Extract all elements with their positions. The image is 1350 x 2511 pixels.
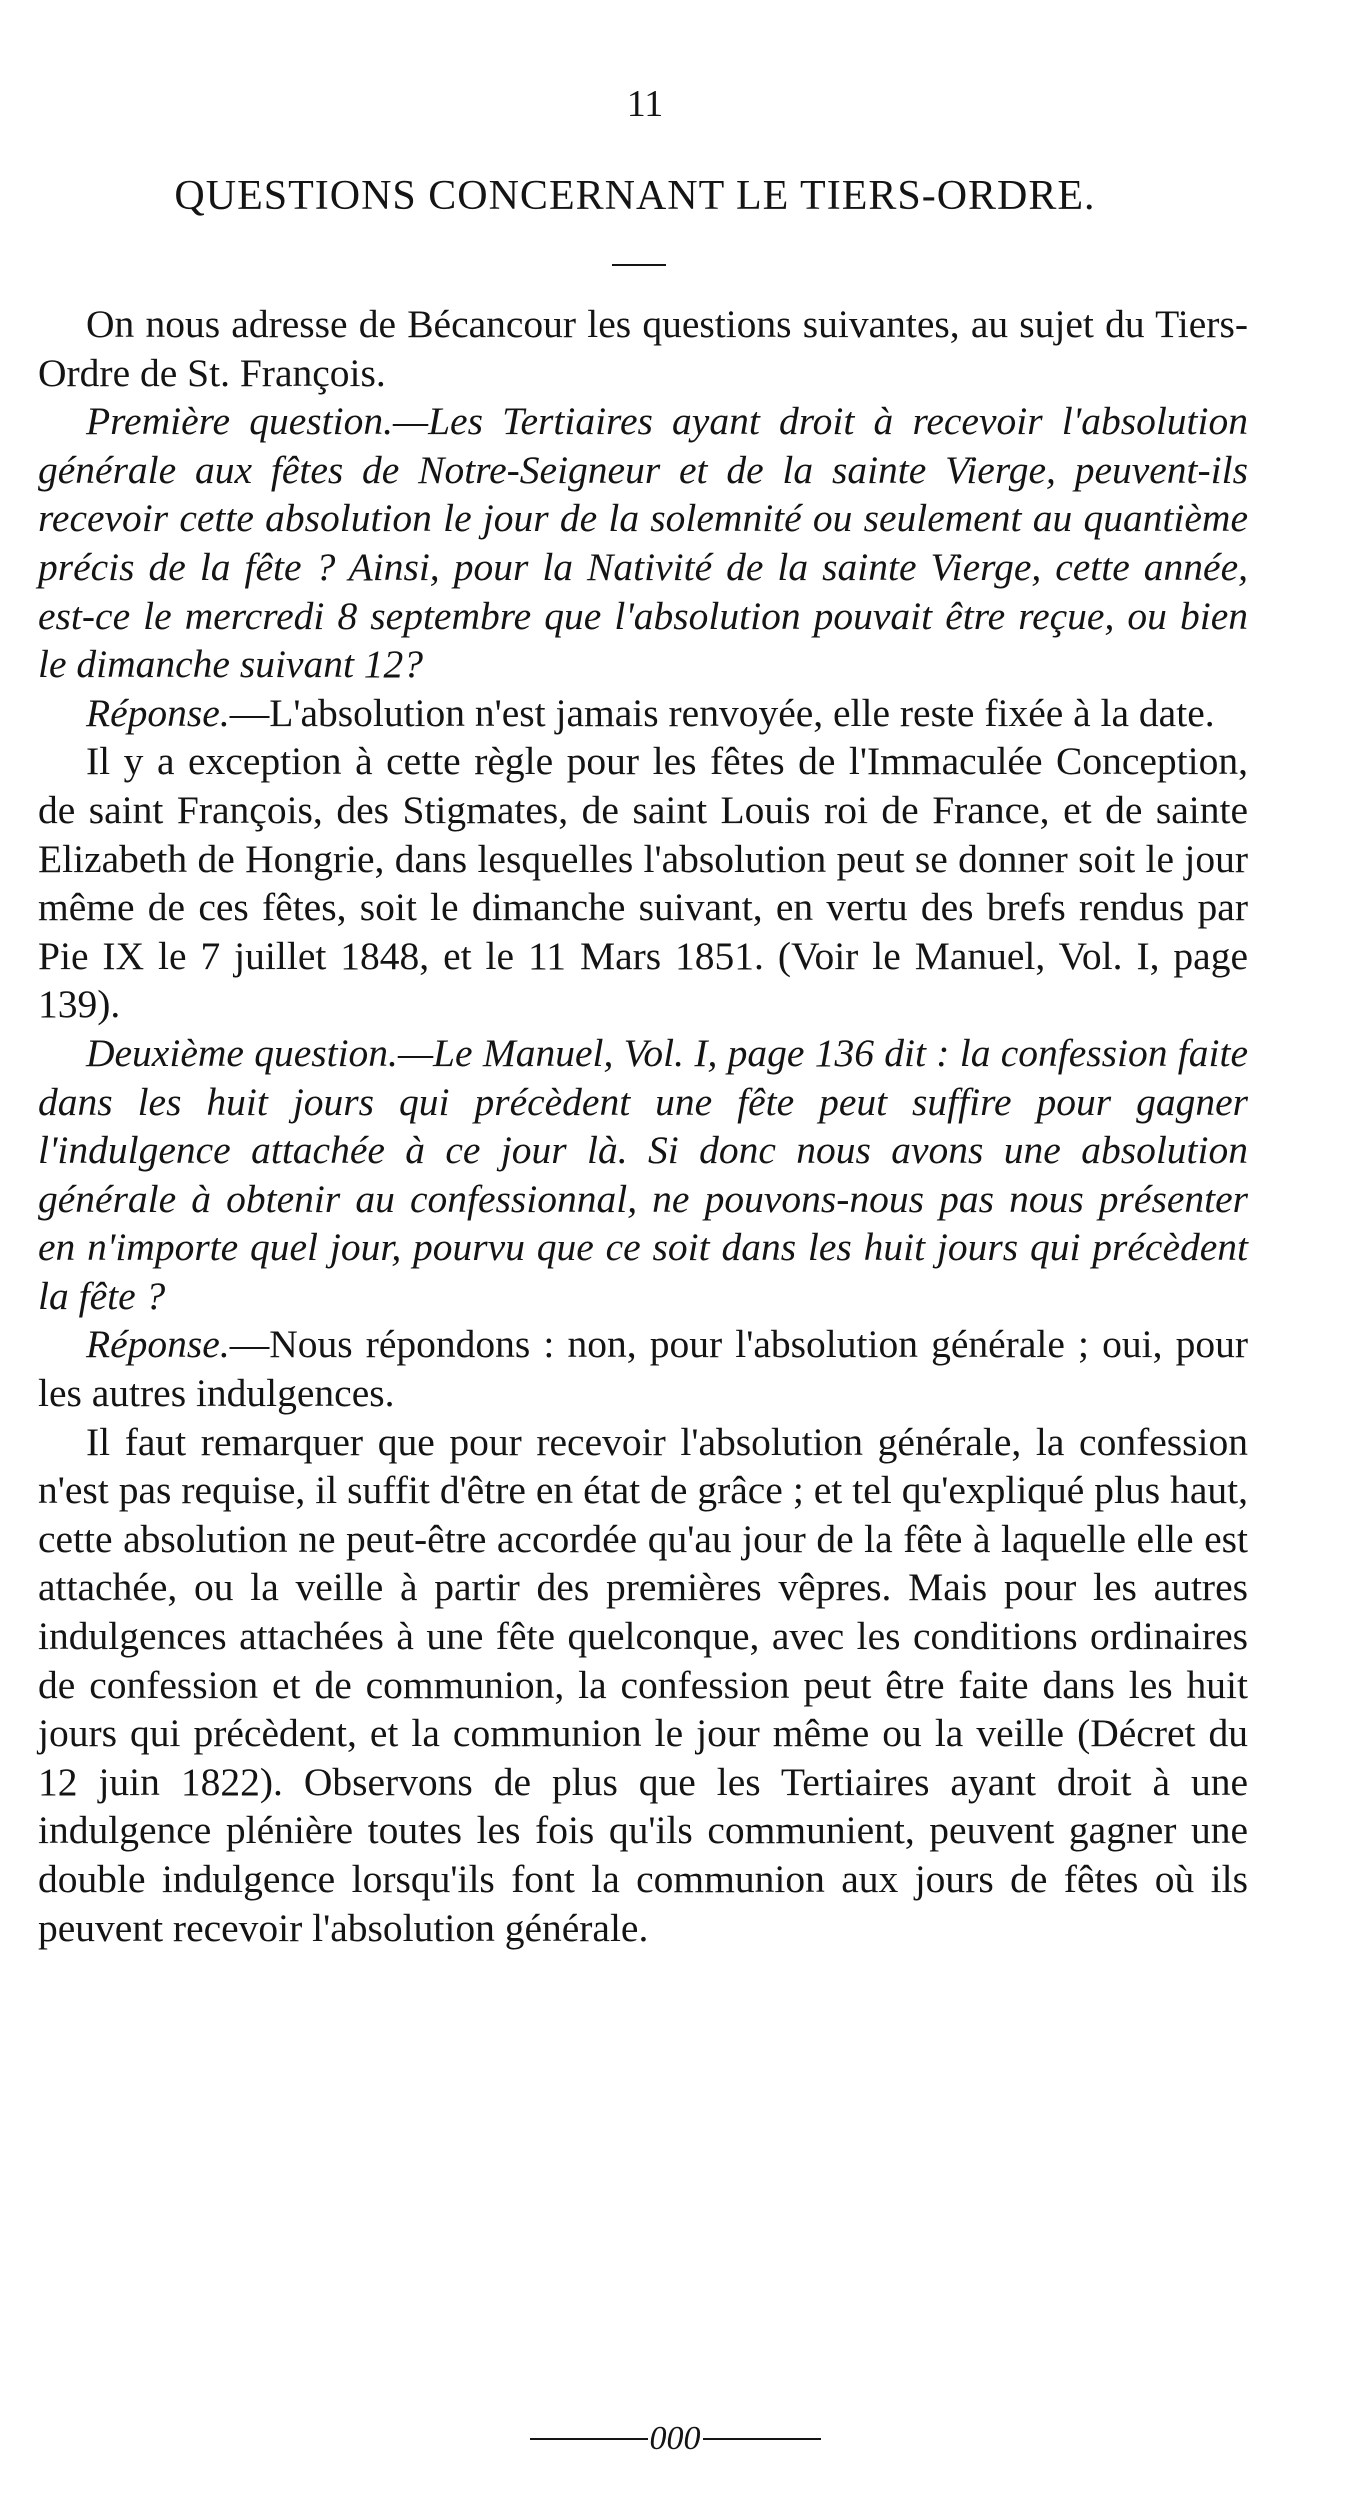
separator-line-left	[530, 2438, 648, 2440]
second-question-text: —Le Manuel, Vol. I, page 136 dit : la confession faite dans les huit jours qui précèdent une fête peut suffire pour gagner l'indulgence attachée à ce jour là. Si donc nous avons une absolution générale à obtenir au confessionnal, ne pouvons-nous pas nous présenter en n'importe quel jour, pourvu que ce soit dans les huit jours qui précèdent la fête ?	[38, 1030, 1248, 1318]
second-question-label: Deuxième question.	[86, 1030, 398, 1075]
first-answer-label: Réponse.	[86, 690, 230, 735]
exception-paragraph: Il y a exception à cette règle pour les fêtes de l'Immaculée Conception, de saint François, des Stigmates, de saint Louis roi de France, et de sainte Elizabeth de Hongrie, dans lesquelles l'absolution peut se donner soit le jour même de ces fêtes, soit le dimanche suivant, en vertu des brefs rendus par Pie IX le 7 juillet 1848, et le 11 Mars 1851. (Voir le Manuel, Vol. I, page 139).	[38, 739, 1248, 1027]
separator-line-right	[703, 2438, 821, 2440]
first-question-text: —Les Tertiaires ayant droit à recevoir l'absolution générale aux fêtes de Notre-Seigneur et de la sainte Vierge, peuvent-ils recevoir cette absolution le jour de la solemnité ou seulement au quantième précis de la fête ? Ainsi, pour la Nativité de la sainte Vierge, cette année, est-ce le mercredi 8 septembre que l'absolution pouvait être reçue, ou bien le dimanche suivant 12?	[38, 399, 1248, 687]
second-answer-text: —Nous répondons : non, pour l'absolution générale ; oui, pour les autres indulgences.	[38, 1322, 1248, 1416]
second-answer-paragraph	[38, 1320, 1248, 1417]
intro-paragraph: On nous adresse de Bécancour les questions suivantes, au sujet du Tiers-Ordre de St. François.	[38, 302, 1248, 395]
first-answer-text: —L'absolution n'est jamais renvoyée, elle reste fixée à la date.	[229, 690, 1215, 735]
heading-divider	[612, 264, 666, 266]
second-question-paragraph	[38, 1029, 1248, 1321]
page-heading: QUESTIONS CONCERNANT LE TIERS-ORDRE.	[174, 173, 1096, 219]
remark-paragraph: Il faut remarquer que pour recevoir l'absolution générale, la confession n'est pas requise, il suffit d'être en état de grâce ; et tel qu'expliqué plus haut, cette absolution ne peut-être accordée qu'au jour de la fête à laquelle elle est attachée, ou la veille à partir des premières vêpres. Mais pour les autres indulgences attachées à une fête quelconque, avec les conditions ordinaires de confession et de communion, la confession peut être faite dans les huit jours qui précèdent, et la communion le jour même ou la veille (Décret du 12 juin 1822). Observons de plus que les Tertiaires ayant droit à une indulgence plénière toutes les fois qu'ils communient, peuvent gagner une double indulgence lorsqu'ils font la communion aux jours de fêtes où ils peuvent recevoir l'absolution générale.	[38, 1419, 1248, 1950]
second-answer-label: Réponse.	[86, 1322, 230, 1367]
first-question-label: Première question.	[86, 399, 393, 444]
article-body	[38, 300, 1248, 1952]
first-question-paragraph	[38, 397, 1248, 689]
first-answer-paragraph	[38, 689, 1248, 738]
end-separator	[0, 2418, 1350, 2458]
page-number: 11	[626, 83, 664, 125]
separator-mark: 000	[649, 2420, 701, 2458]
